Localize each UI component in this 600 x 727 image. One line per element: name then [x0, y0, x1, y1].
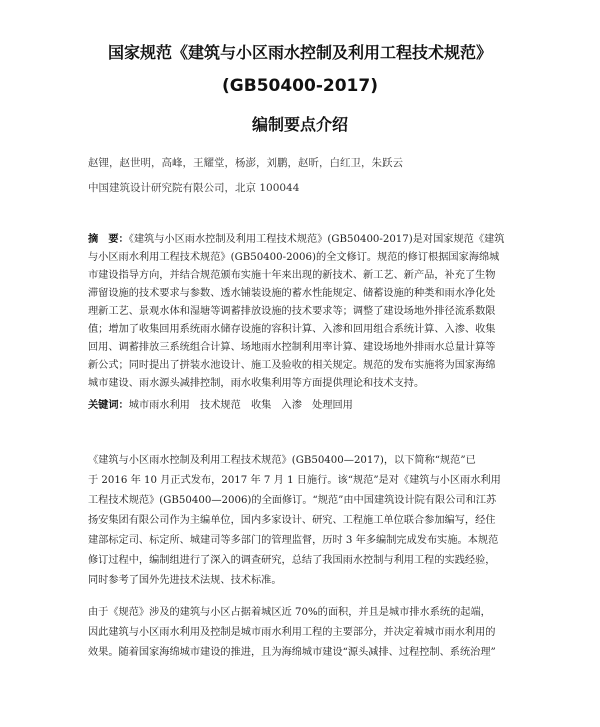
body-line: 工程技术规范》(GB50400—2006)的全面修订。“规范”由中国建筑设计院有限公司和江苏 [88, 495, 497, 506]
abstract-line: 城市建设、雨水源头减排控制，雨水收集利用等方面提供理论和技术支持。 [88, 378, 425, 389]
keywords-label: 关键词： [88, 400, 129, 411]
title-line-3: 编制要点介绍 [251, 115, 348, 134]
abstract-line: 理新工艺、景观水体和湿塘等调蓄排放设施的技术要求等；调整了建设场地外排径流系数限 [88, 306, 496, 317]
abstract-line: 与小区雨水利用工程技术规范》(GB50400-2006)的全文修订。规范的修订根据国家海绵城 [88, 252, 500, 263]
abstract-line: 滞留设施的技术要求与参数、透水铺装设施的蓄水性能规定、储蓄设施的种类和雨水净化处 [88, 288, 496, 299]
body-line: 由于《规范》涉及的建筑与小区占据着城区近 70%的面积，并且是城市排水系统的起端， [88, 607, 491, 618]
authors: 赵锂，赵世明，高峰，王耀堂，杨澎，刘鹏，赵昕，白红卫，朱跃云 [88, 157, 403, 169]
body-line: 修订过程中，编制组进行了深入的调查研究，总结了我国雨水控制与利用工程的实践经验， [88, 555, 496, 566]
title-line-2: (GB50400-2017) [222, 76, 378, 96]
body-line: 同时参考了国外先进技术法规、技术标准。 [88, 575, 282, 586]
abstract-line: 市建设指导方向，并结合规范颁布实施十年来出现的新技术、新工艺、新产品，补充了生物 [88, 270, 496, 281]
body-line: 《建筑与小区雨水控制及利用工程技术规范》(GB50400—2017)，以下简称“规范”已 [88, 455, 476, 466]
abstract-line: 新公式；同时提出了拼装水池设计、施工及验收的相关规定。规范的发布实施将为国家海绵 [88, 360, 496, 371]
body-line: 于 2016 年 10 月正式发布，2017 年 7 月 1 日施行。该“规范”是对《建筑与小区雨水利用 [88, 475, 501, 486]
body-line: 建部标定司、标定所、城建司等多部门的管理监督，历时 3 年多编制完成发布实施。本规范 [88, 535, 499, 546]
abstract-line: 值；增加了收集回用系统雨水储存设施的容积计算、入渗和回用组合系统计算、入渗、收集 [88, 324, 496, 335]
abstract-label: 摘 要： [88, 234, 129, 245]
abstract-line: 回用、调蓄排放三系统组合计算、场地雨水控制利用率计算、建设场地外排雨水总量计算等 [88, 342, 496, 353]
keywords-line [88, 399, 518, 412]
title-line-1: 国家规范《建筑与小区雨水控制及利用工程技术规范》 [107, 43, 492, 62]
affiliation: 中国建筑设计研究院有限公司，北京 100044 [88, 182, 300, 194]
body-line: 因此建筑与小区雨水利用及控制是城市雨水利用工程的主要部分，并决定着城市雨水利用的 [88, 627, 496, 638]
abstract-line [88, 233, 518, 246]
keywords-text: 城市雨水利用 技术规范 收集 入渗 处理回用 [128, 400, 353, 411]
body-line: 效果。随着国家海绵城市建设的推进，且为海绵城市建设“源头减排、过程控制、系统治理” [88, 647, 496, 658]
abstract-text: 《建筑与小区雨水控制及利用工程技术规范》(GB50400-2017)是对国家规范《建筑 [128, 234, 505, 245]
body-line: 扬安集团有限公司作为主编单位，国内多家设计、研究、工程施工单位联合参加编写，经住 [88, 515, 496, 526]
